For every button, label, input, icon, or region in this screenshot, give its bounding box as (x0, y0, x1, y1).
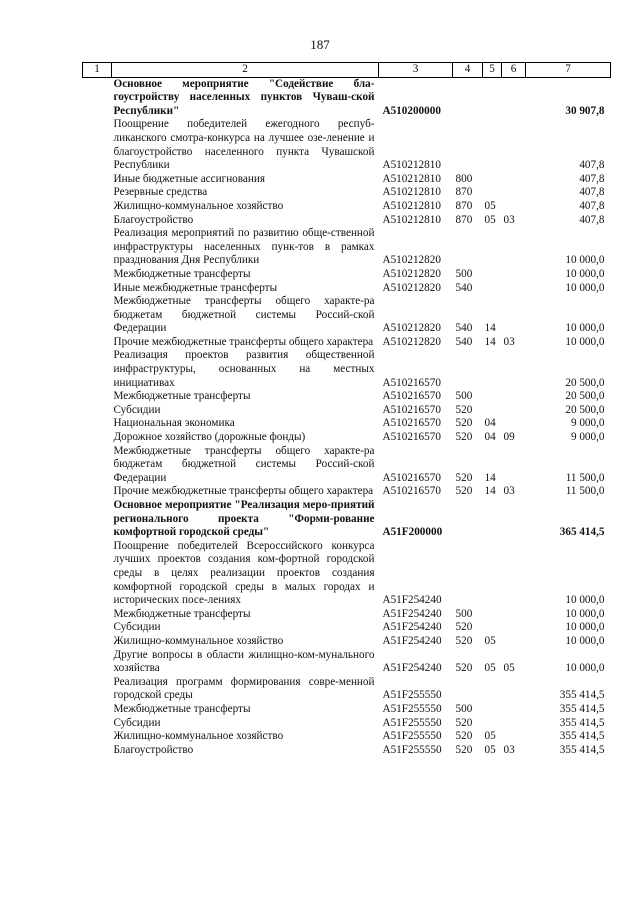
row-subsection (502, 390, 526, 404)
header-col-7: 7 (526, 63, 611, 78)
row-amount: 407,8 (579, 186, 605, 199)
row-index-cell (83, 417, 112, 431)
row-amount: 355 414,5 (559, 702, 605, 715)
row-section (483, 118, 502, 172)
row-code: А510212810 (382, 159, 441, 172)
row-subsection: 03 (503, 335, 515, 348)
row-amount: 20 500,0 (565, 403, 605, 416)
row-expense-type (453, 118, 483, 172)
row-name: Прочие межбюджетные трансферты общего характера (113, 485, 374, 498)
row-name: Другие вопросы в области жилищно-ком-мунального хозяйства (113, 648, 375, 675)
table-row (83, 268, 611, 282)
table-row (83, 390, 611, 404)
row-name: Жилищно-коммунальное хозяйство (113, 199, 284, 212)
row-subsection (502, 77, 526, 118)
row-amount: 10 000,0 (565, 607, 605, 620)
table-row (83, 744, 611, 758)
row-name: Иные бюджетные ассигнования (113, 172, 265, 185)
row-name: Межбюджетные трансферты общего характе-ра бюджетам бюджетной системы Россий-ской Федерации (113, 295, 375, 335)
table-row (83, 295, 611, 336)
row-subsection (502, 540, 526, 608)
row-section: 05 (484, 730, 496, 743)
row-index-cell (83, 349, 112, 390)
row-subsection (502, 173, 526, 187)
page-number: 187 (310, 37, 330, 52)
row-index-cell (83, 676, 112, 703)
row-section: 05 (484, 743, 496, 756)
row-expense-type: 540 (455, 281, 473, 294)
row-code: А510216570 (382, 431, 441, 444)
row-section (483, 540, 502, 608)
row-subsection (502, 404, 526, 418)
row-name: Межбюджетные трансферты (113, 267, 251, 280)
row-amount: 9 000,0 (570, 431, 605, 444)
table-row (83, 186, 611, 200)
row-amount: 407,8 (579, 172, 605, 185)
row-section (483, 227, 502, 268)
row-index-cell (83, 717, 112, 731)
header-row (83, 63, 611, 78)
row-code: А51F254240 (382, 594, 442, 607)
budget-table (82, 62, 611, 757)
row-section: 14 (484, 322, 496, 335)
row-name: Основное мероприятие "Содействие бла-гоустройству населенных пунктов Чуваш-ской Республики" (113, 77, 375, 117)
row-expense-type: 520 (455, 662, 473, 675)
row-amount: 10 000,0 (565, 335, 605, 348)
row-code: А51F254240 (382, 662, 442, 675)
row-code: А510216570 (382, 376, 441, 389)
row-index-cell (83, 499, 112, 540)
row-subsection (502, 499, 526, 540)
row-expense-type: 520 (455, 431, 473, 444)
table-row (83, 173, 611, 187)
row-expense-type (453, 540, 483, 608)
row-section (483, 268, 502, 282)
row-code: А510216570 (382, 390, 441, 403)
row-expense-type: 520 (455, 634, 473, 647)
row-expense-type: 500 (455, 390, 473, 403)
row-expense-type: 540 (455, 335, 473, 348)
row-name: Межбюджетные трансферты (113, 390, 251, 403)
row-index-cell (83, 744, 112, 758)
row-amount: 10 000,0 (565, 621, 605, 634)
row-index-cell (83, 200, 112, 214)
row-amount: 10 000,0 (565, 662, 605, 675)
row-name: Основное мероприятие "Реализация меро-приятий регионального проекта "Форми-рование комфортной городской среды" (113, 499, 375, 539)
row-expense-type: 500 (455, 702, 473, 715)
table-header (83, 63, 611, 78)
row-subsection (502, 621, 526, 635)
row-expense-type (453, 676, 483, 703)
row-section (483, 173, 502, 187)
row-name: Реализация проектов развития общественной инфраструктуры, основанных на местных инициативах (113, 349, 375, 389)
row-index-cell (83, 404, 112, 418)
row-expense-type: 520 (455, 743, 473, 756)
row-amount: 407,8 (579, 159, 605, 172)
table-row (83, 676, 611, 703)
row-subsection (502, 200, 526, 214)
row-amount: 20 500,0 (565, 376, 605, 389)
row-section (483, 717, 502, 731)
row-code: А51F255550 (382, 689, 442, 702)
row-name: Дорожное хозяйство (дорожные фонды) (113, 431, 306, 444)
table-row (83, 404, 611, 418)
row-code: А510212820 (382, 267, 441, 280)
row-index-cell (83, 635, 112, 649)
row-subsection (502, 417, 526, 431)
table-row (83, 214, 611, 228)
row-index-cell (83, 431, 112, 445)
table-row (83, 77, 611, 118)
row-amount: 355 414,5 (559, 743, 605, 756)
row-expense-type: 520 (455, 471, 473, 484)
table-row (83, 118, 611, 172)
table-row (83, 621, 611, 635)
row-section: 05 (484, 662, 496, 675)
row-index-cell (83, 703, 112, 717)
row-expense-type: 520 (455, 417, 473, 430)
row-amount: 355 414,5 (559, 689, 605, 702)
row-expense-type (453, 349, 483, 390)
row-index-cell (83, 336, 112, 350)
row-name: Поощрение победителей ежегодного респуб-ликанского смотра-конкурса на лучшее озе-ленение и благоустройство населенного пункта Чувашской Республики (113, 118, 375, 172)
row-expense-type (453, 77, 483, 118)
row-amount: 407,8 (579, 199, 605, 212)
row-expense-type: 800 (455, 172, 473, 185)
row-expense-type: 500 (455, 607, 473, 620)
row-code: А51F255550 (382, 730, 442, 743)
row-section: 14 (484, 485, 496, 498)
row-section (483, 404, 502, 418)
row-section (483, 390, 502, 404)
row-index-cell (83, 621, 112, 635)
row-expense-type: 870 (455, 199, 473, 212)
row-subsection (502, 268, 526, 282)
row-name: Межбюджетные трансферты общего характе-ра бюджетам бюджетной системы Россий-ской Федерации (113, 444, 375, 484)
row-expense-type: 520 (455, 716, 473, 729)
row-amount: 10 000,0 (565, 594, 605, 607)
row-amount: 11 500,0 (565, 485, 605, 498)
row-subsection (502, 295, 526, 336)
table-row (83, 349, 611, 390)
row-name: Резервные средства (113, 186, 208, 199)
row-expense-type: 520 (455, 621, 473, 634)
row-index-cell (83, 282, 112, 296)
row-code: А510212820 (382, 281, 441, 294)
row-subsection (502, 445, 526, 486)
row-code: А510216570 (382, 471, 441, 484)
row-name: Субсидии (113, 621, 161, 634)
row-section: 05 (484, 634, 496, 647)
row-expense-type: 520 (455, 403, 473, 416)
row-section (483, 282, 502, 296)
row-index-cell (83, 214, 112, 228)
table-row (83, 282, 611, 296)
row-index-cell (83, 77, 112, 118)
table-row (83, 540, 611, 608)
row-code: А510216570 (382, 403, 441, 416)
row-expense-type: 870 (455, 186, 473, 199)
row-subsection (502, 282, 526, 296)
row-subsection (502, 227, 526, 268)
row-subsection (502, 635, 526, 649)
row-subsection (502, 703, 526, 717)
row-expense-type (453, 499, 483, 540)
row-amount: 10 000,0 (565, 267, 605, 280)
row-amount: 407,8 (579, 213, 605, 226)
row-index-cell (83, 295, 112, 336)
row-name: Субсидии (113, 403, 161, 416)
row-index-cell (83, 118, 112, 172)
table-row (83, 417, 611, 431)
row-name: Поощрение победителей Всероссийского конкурса лучших проектов создания ком-фортной городской среды в целях реализации проектов создания комфортной городской среды в малых городах и исторических посе-лениях (113, 539, 375, 607)
row-index-cell (83, 649, 112, 676)
row-subsection: 09 (503, 431, 515, 444)
header-col-1: 1 (83, 63, 112, 78)
row-code: А51F254240 (382, 607, 442, 620)
row-code: А510212820 (382, 322, 441, 335)
row-subsection (502, 349, 526, 390)
row-code: А510216570 (382, 485, 441, 498)
table-row (83, 431, 611, 445)
row-subsection: 03 (503, 743, 515, 756)
row-code: А510212810 (382, 199, 441, 212)
row-code: А510212820 (382, 335, 441, 348)
table-row (83, 635, 611, 649)
row-subsection: 03 (503, 485, 515, 498)
row-section (483, 703, 502, 717)
row-code: А510216570 (382, 417, 441, 430)
row-code: А51F254240 (382, 634, 442, 647)
table-row (83, 499, 611, 540)
row-index-cell (83, 540, 112, 608)
row-section (483, 349, 502, 390)
row-code: А51F200000 (382, 526, 443, 539)
row-amount: 9 000,0 (570, 417, 605, 430)
row-index-cell (83, 390, 112, 404)
row-index-cell (83, 608, 112, 622)
table-row (83, 703, 611, 717)
table-row (83, 649, 611, 676)
table-row (83, 200, 611, 214)
row-section (483, 186, 502, 200)
row-name: Межбюджетные трансферты (113, 702, 251, 715)
row-name: Иные межбюджетные трансферты (113, 281, 278, 294)
table-row (83, 608, 611, 622)
row-section: 05 (484, 199, 496, 212)
row-index-cell (83, 485, 112, 499)
table-row (83, 445, 611, 486)
row-name: Национальная экономика (113, 417, 235, 430)
row-index-cell (83, 268, 112, 282)
row-amount: 355 414,5 (559, 716, 605, 729)
row-amount: 20 500,0 (565, 390, 605, 403)
row-section: 14 (484, 335, 496, 348)
row-name: Благоустройство (113, 213, 194, 226)
row-subsection (502, 717, 526, 731)
header-col-4: 4 (453, 63, 483, 78)
table-row (83, 717, 611, 731)
row-subsection (502, 118, 526, 172)
row-code: А51F255550 (382, 743, 442, 756)
row-name: Межбюджетные трансферты (113, 607, 251, 620)
row-amount: 10 000,0 (565, 634, 605, 647)
header-col-2: 2 (112, 63, 379, 78)
header-col-6: 6 (502, 63, 526, 78)
row-section (483, 621, 502, 635)
row-index-cell (83, 186, 112, 200)
row-index-cell (83, 445, 112, 486)
row-section: 04 (484, 431, 496, 444)
table-body (83, 77, 611, 757)
row-code: А510212810 (382, 186, 441, 199)
row-section (483, 77, 502, 118)
row-code: А51F255550 (382, 702, 442, 715)
row-name: Благоустройство (113, 743, 194, 756)
row-expense-type (453, 227, 483, 268)
row-name: Реализация программ формирования совре-менной городской среды (113, 675, 375, 702)
row-code: А510212820 (382, 254, 441, 267)
row-code: А51F254240 (382, 621, 442, 634)
row-amount: 30 907,8 (565, 104, 605, 117)
row-name: Жилищно-коммунальное хозяйство (113, 730, 284, 743)
row-amount: 10 000,0 (565, 254, 605, 267)
row-section (483, 499, 502, 540)
row-expense-type: 540 (455, 322, 473, 335)
row-amount: 10 000,0 (565, 281, 605, 294)
row-expense-type: 520 (455, 730, 473, 743)
row-subsection (502, 676, 526, 703)
row-index-cell (83, 227, 112, 268)
row-code: А510200000 (382, 104, 441, 117)
row-name: Прочие межбюджетные трансферты общего характера (113, 335, 374, 348)
row-section (483, 608, 502, 622)
row-subsection (502, 730, 526, 744)
row-code: А51F255550 (382, 716, 442, 729)
row-section: 05 (484, 213, 496, 226)
row-index-cell (83, 173, 112, 187)
row-amount: 355 414,5 (559, 730, 605, 743)
row-expense-type: 870 (455, 213, 473, 226)
row-section: 14 (484, 471, 496, 484)
table-row (83, 336, 611, 350)
table-row (83, 485, 611, 499)
table-row (83, 227, 611, 268)
row-section: 04 (484, 417, 496, 430)
row-index-cell (83, 730, 112, 744)
row-name: Жилищно-коммунальное хозяйство (113, 634, 284, 647)
row-amount: 11 500,0 (565, 471, 605, 484)
header-col-3: 3 (379, 63, 453, 78)
row-amount: 365 414,5 (559, 526, 605, 539)
row-expense-type: 500 (455, 267, 473, 280)
row-section (483, 676, 502, 703)
header-col-5: 5 (483, 63, 502, 78)
row-code: А510212810 (382, 172, 441, 185)
row-name: Реализация мероприятий по развитию обще-ственной инфраструктуры населенных пунк-тов в рамках празднования Дня Республики (113, 227, 375, 267)
row-subsection (502, 608, 526, 622)
row-code: А510212810 (382, 213, 441, 226)
row-subsection: 05 (503, 662, 515, 675)
table-row (83, 730, 611, 744)
row-subsection (502, 186, 526, 200)
row-name: Субсидии (113, 716, 161, 729)
row-subsection: 03 (503, 213, 515, 226)
row-amount: 10 000,0 (565, 322, 605, 335)
row-expense-type: 520 (455, 485, 473, 498)
